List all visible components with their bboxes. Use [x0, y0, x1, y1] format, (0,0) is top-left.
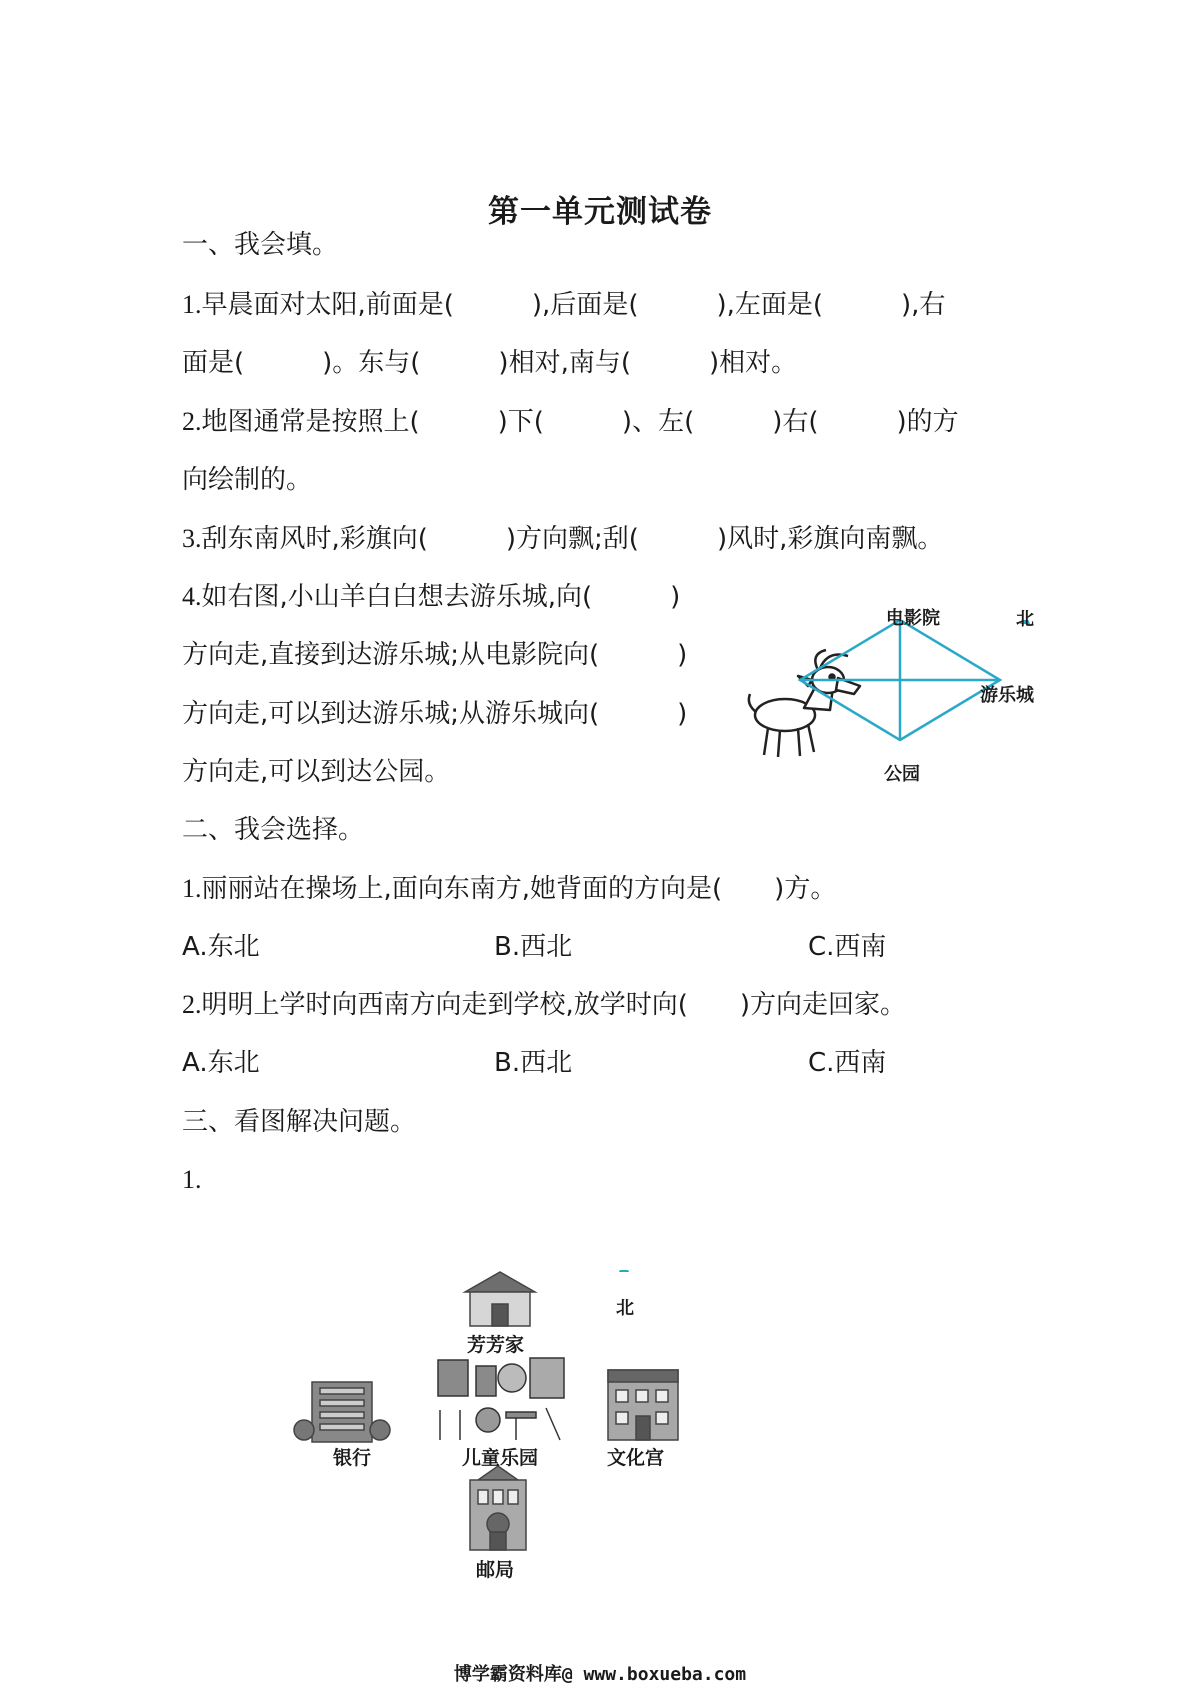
s2-q1-line — [182, 872, 836, 906]
s1-q3-line — [182, 522, 943, 556]
town-label-home: 芳芳家 — [467, 1334, 525, 1356]
s1-q2-text1: 地图通常是按照上( )下( )、左( )右( )的方 — [201, 407, 959, 437]
s1-q4-line4: 方向走,可以到达公园。 — [182, 757, 451, 787]
s1-q1-text1: 早晨面对太阳,前面是( ),后面是( ),左面是( ),右 — [201, 290, 946, 320]
s1-q4-line1 — [182, 580, 680, 614]
section1-heading: 一、我会填。 — [182, 230, 339, 260]
post-office-icon — [470, 1466, 526, 1550]
s1-q2-number: 2. — [182, 407, 202, 436]
town-label-bank: 银行 — [333, 1447, 372, 1469]
s2-q1-number: 1. — [182, 874, 202, 903]
s2-q2-number: 2. — [182, 990, 202, 1019]
s1-q3-number: 3. — [182, 524, 202, 553]
goat-illustration — [749, 650, 860, 757]
s2-q1-option-b: B.西北 — [494, 932, 573, 962]
goat-map-figure — [740, 620, 1050, 830]
page-title: 第一单元测试卷 — [488, 194, 712, 230]
s1-q4-text1: 如右图,小山羊白白想去游乐城,向( ) — [201, 582, 681, 612]
town-map-figure — [290, 1270, 700, 1590]
s1-q4-number: 4. — [182, 582, 202, 611]
house-icon — [465, 1272, 535, 1326]
s1-q2-line1 — [182, 405, 959, 439]
s2-q2-option-b: B.西北 — [494, 1048, 573, 1078]
direction-diamond — [800, 620, 1000, 740]
s2-q2-option-c: C.西南 — [808, 1048, 887, 1078]
culture-palace-icon — [608, 1370, 678, 1440]
s2-q2-text: 明明上学时向西南方向走到学校,放学时向( )方向走回家。 — [201, 990, 907, 1020]
s2-q2-option-a: A.东北 — [182, 1048, 260, 1078]
s1-q1-number: 1. — [182, 290, 202, 319]
s1-q2-line2: 向绘制的。 — [182, 465, 313, 495]
s1-q1-line2: 面是( )。东与( )相对,南与( )相对。 — [182, 348, 798, 378]
playground-icon — [438, 1358, 564, 1440]
town-label-post: 邮局 — [476, 1559, 515, 1581]
section3-heading: 三、看图解决问题。 — [182, 1107, 417, 1137]
town-label-playground: 儿童乐园 — [462, 1447, 539, 1469]
s3-q1-number: 1. — [182, 1165, 202, 1194]
bank-icon — [294, 1382, 390, 1442]
s1-q4-line3: 方向走,可以到达游乐城;从游乐城向( ) — [182, 699, 688, 729]
town-label-north: 北 — [616, 1298, 634, 1319]
town-label-culture: 文化宫 — [607, 1447, 665, 1469]
map-label-amusement: 游乐城 — [980, 685, 1034, 706]
footer-watermark: 博学霸资料库@ www.boxueba.com — [453, 1664, 747, 1685]
s1-q3-text: 刮东南风时,彩旗向( )方向飘;刮( )风时,彩旗向南飘。 — [201, 524, 944, 554]
s1-q4-line2: 方向走,直接到达游乐城;从电影院向( ) — [182, 640, 688, 670]
s2-q1-option-c: C.西南 — [808, 932, 887, 962]
s2-q1-option-a: A.东北 — [182, 932, 260, 962]
section2-heading: 二、我会选择。 — [182, 815, 365, 845]
s2-q1-text: 丽丽站在操场上,面向东南方,她背面的方向是( )方。 — [201, 874, 837, 904]
s1-q1-line1 — [182, 288, 945, 322]
town-north-arrow-icon — [619, 1270, 629, 1272]
map-label-north: 北 — [1016, 609, 1034, 630]
map-label-park: 公园 — [884, 764, 920, 785]
map-label-cinema: 电影院 — [886, 608, 940, 629]
s2-q2-line — [182, 988, 906, 1022]
